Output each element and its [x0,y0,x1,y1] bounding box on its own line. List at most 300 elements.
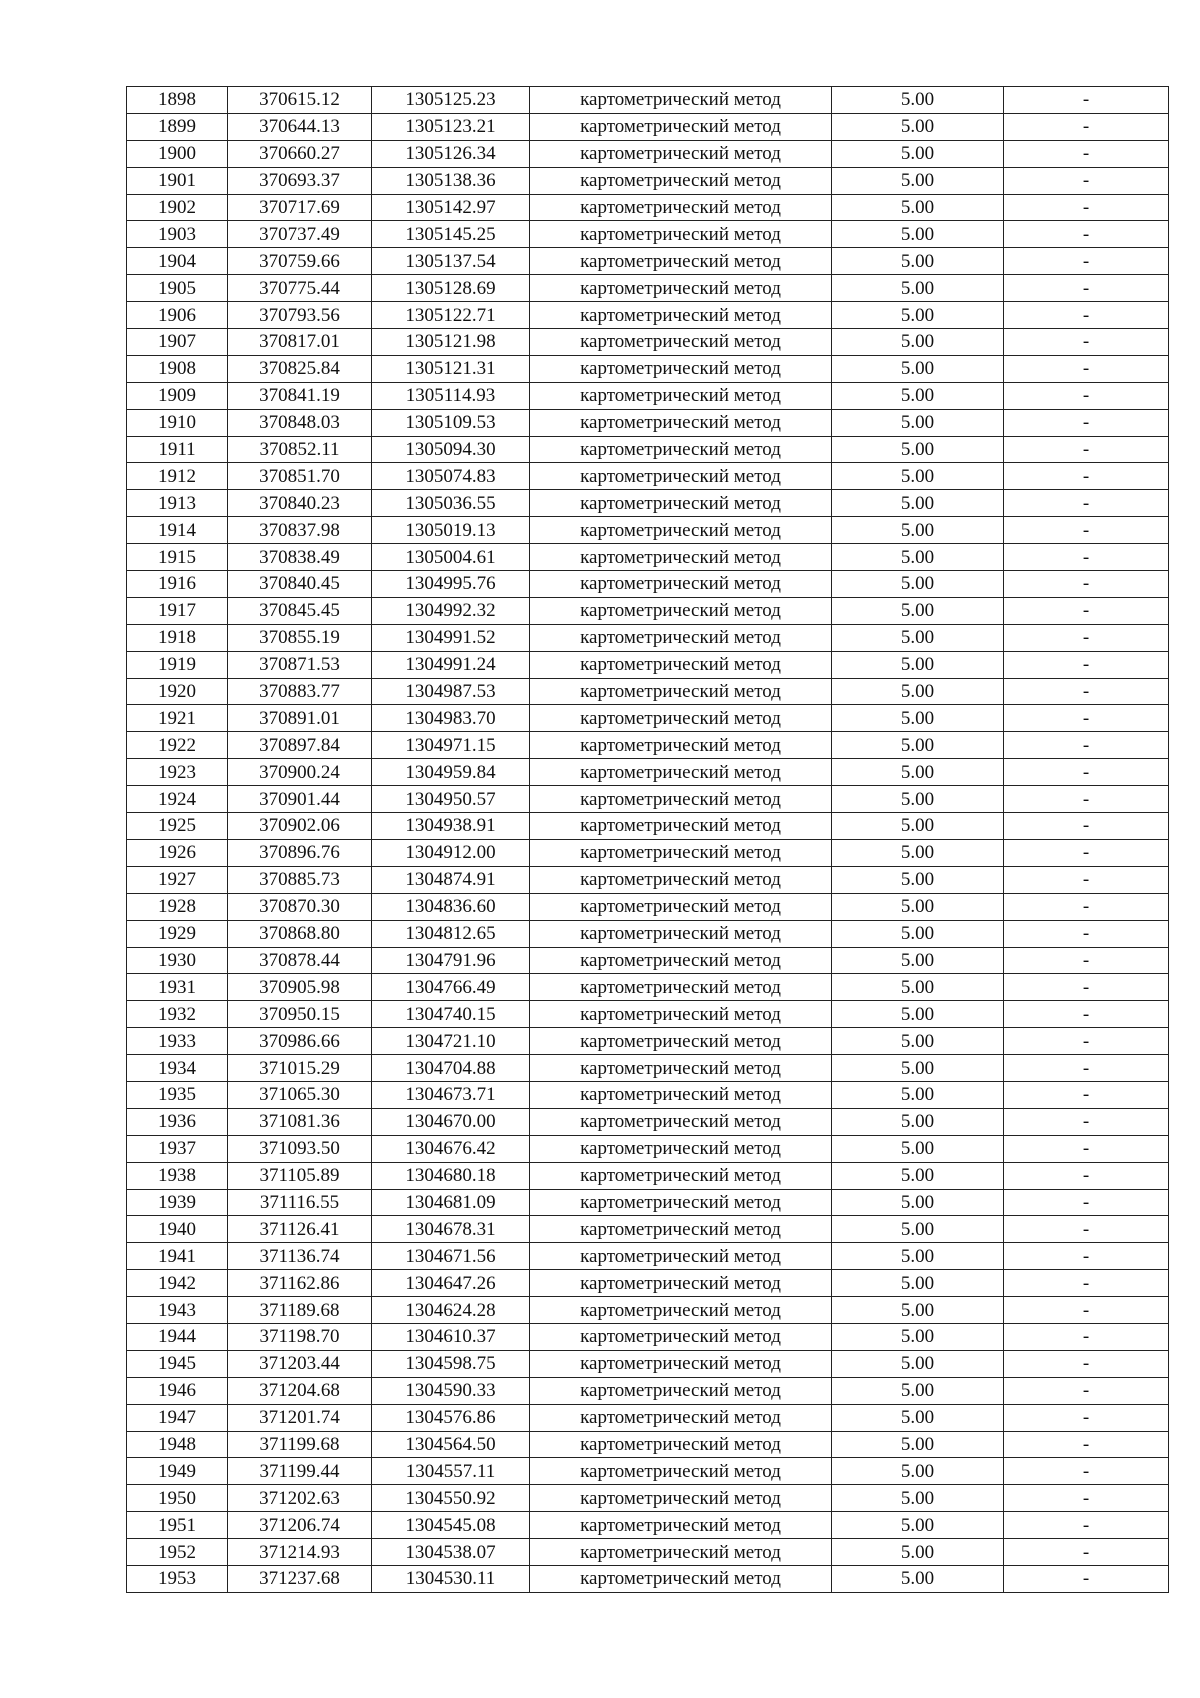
x-coordinate-cell: 371136.74 [228,1243,372,1270]
table-row [127,1135,1169,1162]
table-row [127,651,1169,678]
description-cell: - [1004,355,1169,382]
description-cell: - [1004,651,1169,678]
point-number-cell: 1918 [127,624,228,651]
x-coordinate-cell: 370851.70 [228,463,372,490]
description-cell: - [1004,1001,1169,1028]
description-cell: - [1004,302,1169,329]
point-number-cell: 1947 [127,1404,228,1431]
method-cell: картометрический метод [530,113,832,140]
point-number-cell: 1933 [127,1028,228,1055]
description-cell: - [1004,1323,1169,1350]
x-coordinate-cell: 370775.44 [228,275,372,302]
y-coordinate-cell: 1304874.91 [372,866,530,893]
method-cell: картометрический метод [530,1404,832,1431]
y-coordinate-cell: 1305122.71 [372,302,530,329]
point-number-cell: 1929 [127,920,228,947]
point-number-cell: 1902 [127,194,228,221]
method-cell: картометрический метод [530,544,832,571]
method-cell: картометрический метод [530,1323,832,1350]
x-coordinate-cell: 371204.68 [228,1377,372,1404]
accuracy-cell: 5.00 [832,597,1004,624]
table-row [127,355,1169,382]
description-cell: - [1004,409,1169,436]
method-cell: картометрический метод [530,382,832,409]
accuracy-cell: 5.00 [832,409,1004,436]
table-row [127,194,1169,221]
point-number-cell: 1923 [127,759,228,786]
point-number-cell: 1942 [127,1270,228,1297]
y-coordinate-cell: 1304680.18 [372,1162,530,1189]
description-cell: - [1004,732,1169,759]
point-number-cell: 1928 [127,893,228,920]
accuracy-cell: 5.00 [832,839,1004,866]
y-coordinate-cell: 1305114.93 [372,382,530,409]
table-row [127,517,1169,544]
accuracy-cell: 5.00 [832,1216,1004,1243]
table-row [127,947,1169,974]
accuracy-cell: 5.00 [832,1081,1004,1108]
y-coordinate-cell: 1304704.88 [372,1055,530,1082]
description-cell: - [1004,1539,1169,1566]
method-cell: картометрический метод [530,1512,832,1539]
x-coordinate-cell: 370817.01 [228,329,372,356]
y-coordinate-cell: 1304791.96 [372,947,530,974]
y-coordinate-cell: 1305019.13 [372,517,530,544]
method-cell: картометрический метод [530,866,832,893]
description-cell: - [1004,1108,1169,1135]
x-coordinate-cell: 371201.74 [228,1404,372,1431]
description-cell: - [1004,1431,1169,1458]
point-number-cell: 1921 [127,705,228,732]
description-cell: - [1004,1565,1169,1592]
y-coordinate-cell: 1304836.60 [372,893,530,920]
description-cell: - [1004,436,1169,463]
table-row [127,759,1169,786]
method-cell: картометрический метод [530,1350,832,1377]
y-coordinate-cell: 1305138.36 [372,167,530,194]
table-row [127,1270,1169,1297]
accuracy-cell: 5.00 [832,544,1004,571]
y-coordinate-cell: 1304987.53 [372,678,530,705]
table-row [127,1539,1169,1566]
accuracy-cell: 5.00 [832,194,1004,221]
accuracy-cell: 5.00 [832,1350,1004,1377]
method-cell: картометрический метод [530,813,832,840]
x-coordinate-cell: 371065.30 [228,1081,372,1108]
x-coordinate-cell: 370902.06 [228,813,372,840]
accuracy-cell: 5.00 [832,1512,1004,1539]
x-coordinate-cell: 371093.50 [228,1135,372,1162]
y-coordinate-cell: 1304721.10 [372,1028,530,1055]
description-cell: - [1004,1216,1169,1243]
point-number-cell: 1932 [127,1001,228,1028]
point-number-cell: 1908 [127,355,228,382]
point-number-cell: 1935 [127,1081,228,1108]
point-number-cell: 1931 [127,974,228,1001]
y-coordinate-cell: 1304647.26 [372,1270,530,1297]
y-coordinate-cell: 1304550.92 [372,1485,530,1512]
x-coordinate-cell: 371203.44 [228,1350,372,1377]
method-cell: картометрический метод [530,920,832,947]
y-coordinate-cell: 1304564.50 [372,1431,530,1458]
table-row [127,813,1169,840]
accuracy-cell: 5.00 [832,920,1004,947]
table-row [127,1162,1169,1189]
table-row [127,1350,1169,1377]
accuracy-cell: 5.00 [832,1055,1004,1082]
x-coordinate-cell: 371214.93 [228,1539,372,1566]
x-coordinate-cell: 370852.11 [228,436,372,463]
accuracy-cell: 5.00 [832,759,1004,786]
accuracy-cell: 5.00 [832,1431,1004,1458]
x-coordinate-cell: 370717.69 [228,194,372,221]
table-row [127,1297,1169,1324]
point-number-cell: 1944 [127,1323,228,1350]
y-coordinate-cell: 1304766.49 [372,974,530,1001]
point-number-cell: 1946 [127,1377,228,1404]
description-cell: - [1004,705,1169,732]
y-coordinate-cell: 1304610.37 [372,1323,530,1350]
table-row [127,974,1169,1001]
method-cell: картометрический метод [530,1001,832,1028]
x-coordinate-cell: 371105.89 [228,1162,372,1189]
table-row [127,1565,1169,1592]
accuracy-cell: 5.00 [832,490,1004,517]
y-coordinate-cell: 1304545.08 [372,1512,530,1539]
x-coordinate-cell: 370737.49 [228,221,372,248]
x-coordinate-cell: 370644.13 [228,113,372,140]
method-cell: картометрический метод [530,409,832,436]
description-cell: - [1004,597,1169,624]
accuracy-cell: 5.00 [832,1108,1004,1135]
description-cell: - [1004,1055,1169,1082]
accuracy-cell: 5.00 [832,517,1004,544]
x-coordinate-cell: 370693.37 [228,167,372,194]
accuracy-cell: 5.00 [832,302,1004,329]
point-number-cell: 1940 [127,1216,228,1243]
x-coordinate-cell: 370885.73 [228,866,372,893]
point-number-cell: 1913 [127,490,228,517]
method-cell: картометрический метод [530,1431,832,1458]
y-coordinate-cell: 1304812.65 [372,920,530,947]
description-cell: - [1004,947,1169,974]
description-cell: - [1004,329,1169,356]
description-cell: - [1004,517,1169,544]
point-number-cell: 1949 [127,1458,228,1485]
method-cell: картометрический метод [530,1055,832,1082]
accuracy-cell: 5.00 [832,167,1004,194]
accuracy-cell: 5.00 [832,1162,1004,1189]
accuracy-cell: 5.00 [832,624,1004,651]
y-coordinate-cell: 1304624.28 [372,1297,530,1324]
table-row [127,382,1169,409]
point-number-cell: 1899 [127,113,228,140]
point-number-cell: 1945 [127,1350,228,1377]
x-coordinate-cell: 370883.77 [228,678,372,705]
method-cell: картометрический метод [530,1297,832,1324]
x-coordinate-cell: 370986.66 [228,1028,372,1055]
table-row [127,409,1169,436]
table-row [127,705,1169,732]
table-row [127,786,1169,813]
x-coordinate-cell: 370840.45 [228,571,372,598]
accuracy-cell: 5.00 [832,866,1004,893]
accuracy-cell: 5.00 [832,1458,1004,1485]
y-coordinate-cell: 1304557.11 [372,1458,530,1485]
table-row [127,920,1169,947]
y-coordinate-cell: 1304992.32 [372,597,530,624]
method-cell: картометрический метод [530,1243,832,1270]
accuracy-cell: 5.00 [832,571,1004,598]
x-coordinate-cell: 371126.41 [228,1216,372,1243]
description-cell: - [1004,1512,1169,1539]
point-number-cell: 1943 [127,1297,228,1324]
method-cell: картометрический метод [530,329,832,356]
point-number-cell: 1911 [127,436,228,463]
y-coordinate-cell: 1304678.31 [372,1216,530,1243]
table-row [127,1243,1169,1270]
x-coordinate-cell: 371116.55 [228,1189,372,1216]
table-row [127,624,1169,651]
description-cell: - [1004,248,1169,275]
x-coordinate-cell: 370793.56 [228,302,372,329]
method-cell: картометрический метод [530,947,832,974]
x-coordinate-cell: 370891.01 [228,705,372,732]
method-cell: картометрический метод [530,597,832,624]
x-coordinate-cell: 371162.86 [228,1270,372,1297]
table-row [127,329,1169,356]
point-number-cell: 1900 [127,140,228,167]
point-number-cell: 1907 [127,329,228,356]
description-cell: - [1004,920,1169,947]
method-cell: картометрический метод [530,786,832,813]
table-row [127,1108,1169,1135]
y-coordinate-cell: 1305109.53 [372,409,530,436]
y-coordinate-cell: 1305121.98 [372,329,530,356]
x-coordinate-cell: 370950.15 [228,1001,372,1028]
description-cell: - [1004,1485,1169,1512]
point-number-cell: 1901 [127,167,228,194]
description-cell: - [1004,194,1169,221]
description-cell: - [1004,113,1169,140]
table-row [127,1189,1169,1216]
description-cell: - [1004,87,1169,114]
accuracy-cell: 5.00 [832,1001,1004,1028]
table-row [127,87,1169,114]
y-coordinate-cell: 1305128.69 [372,275,530,302]
table-row [127,113,1169,140]
accuracy-cell: 5.00 [832,786,1004,813]
description-cell: - [1004,866,1169,893]
point-number-cell: 1927 [127,866,228,893]
description-cell: - [1004,1189,1169,1216]
table-row [127,839,1169,866]
description-cell: - [1004,1270,1169,1297]
accuracy-cell: 5.00 [832,436,1004,463]
description-cell: - [1004,1243,1169,1270]
description-cell: - [1004,1404,1169,1431]
x-coordinate-cell: 370878.44 [228,947,372,974]
method-cell: картометрический метод [530,436,832,463]
method-cell: картометрический метод [530,732,832,759]
method-cell: картометрический метод [530,221,832,248]
point-number-cell: 1948 [127,1431,228,1458]
method-cell: картометрический метод [530,463,832,490]
x-coordinate-cell: 371206.74 [228,1512,372,1539]
x-coordinate-cell: 370848.03 [228,409,372,436]
point-number-cell: 1936 [127,1108,228,1135]
point-number-cell: 1910 [127,409,228,436]
method-cell: картометрический метод [530,1377,832,1404]
method-cell: картометрический метод [530,1189,832,1216]
x-coordinate-cell: 370837.98 [228,517,372,544]
description-cell: - [1004,167,1169,194]
x-coordinate-cell: 370840.23 [228,490,372,517]
method-cell: картометрический метод [530,1162,832,1189]
x-coordinate-cell: 371198.70 [228,1323,372,1350]
method-cell: картометрический метод [530,705,832,732]
method-cell: картометрический метод [530,1081,832,1108]
y-coordinate-cell: 1304995.76 [372,571,530,598]
method-cell: картометрический метод [530,355,832,382]
accuracy-cell: 5.00 [832,382,1004,409]
description-cell: - [1004,221,1169,248]
method-cell: картометрический метод [530,974,832,1001]
method-cell: картометрический метод [530,1108,832,1135]
method-cell: картометрический метод [530,194,832,221]
table-row [127,1404,1169,1431]
y-coordinate-cell: 1304670.00 [372,1108,530,1135]
method-cell: картометрический метод [530,517,832,544]
method-cell: картометрический метод [530,624,832,651]
y-coordinate-cell: 1304991.24 [372,651,530,678]
point-number-cell: 1919 [127,651,228,678]
point-number-cell: 1904 [127,248,228,275]
x-coordinate-cell: 370841.19 [228,382,372,409]
description-cell: - [1004,624,1169,651]
y-coordinate-cell: 1305125.23 [372,87,530,114]
description-cell: - [1004,1081,1169,1108]
accuracy-cell: 5.00 [832,113,1004,140]
table-row [127,1485,1169,1512]
table-row [127,597,1169,624]
accuracy-cell: 5.00 [832,1135,1004,1162]
y-coordinate-cell: 1304673.71 [372,1081,530,1108]
y-coordinate-cell: 1305123.21 [372,113,530,140]
description-cell: - [1004,759,1169,786]
description-cell: - [1004,382,1169,409]
method-cell: картометрический метод [530,759,832,786]
accuracy-cell: 5.00 [832,248,1004,275]
y-coordinate-cell: 1305036.55 [372,490,530,517]
x-coordinate-cell: 370660.27 [228,140,372,167]
accuracy-cell: 5.00 [832,329,1004,356]
y-coordinate-cell: 1305094.30 [372,436,530,463]
method-cell: картометрический метод [530,1135,832,1162]
method-cell: картометрический метод [530,302,832,329]
y-coordinate-cell: 1305126.34 [372,140,530,167]
point-number-cell: 1930 [127,947,228,974]
accuracy-cell: 5.00 [832,678,1004,705]
y-coordinate-cell: 1304950.57 [372,786,530,813]
x-coordinate-cell: 370868.80 [228,920,372,947]
y-coordinate-cell: 1304912.00 [372,839,530,866]
table-row [127,1001,1169,1028]
table-row [127,1431,1169,1458]
accuracy-cell: 5.00 [832,1243,1004,1270]
x-coordinate-cell: 371015.29 [228,1055,372,1082]
accuracy-cell: 5.00 [832,1297,1004,1324]
accuracy-cell: 5.00 [832,1539,1004,1566]
y-coordinate-cell: 1304530.11 [372,1565,530,1592]
accuracy-cell: 5.00 [832,140,1004,167]
point-number-cell: 1922 [127,732,228,759]
y-coordinate-cell: 1305145.25 [372,221,530,248]
y-coordinate-cell: 1304740.15 [372,1001,530,1028]
method-cell: картометрический метод [530,893,832,920]
point-number-cell: 1898 [127,87,228,114]
accuracy-cell: 5.00 [832,1377,1004,1404]
table-row [127,1377,1169,1404]
method-cell: картометрический метод [530,651,832,678]
y-coordinate-cell: 1305004.61 [372,544,530,571]
description-cell: - [1004,140,1169,167]
point-number-cell: 1920 [127,678,228,705]
point-number-cell: 1905 [127,275,228,302]
accuracy-cell: 5.00 [832,1189,1004,1216]
method-cell: картометрический метод [530,1028,832,1055]
method-cell: картометрический метод [530,678,832,705]
table-row [127,1216,1169,1243]
table-row [127,678,1169,705]
y-coordinate-cell: 1305074.83 [372,463,530,490]
accuracy-cell: 5.00 [832,974,1004,1001]
description-cell: - [1004,1350,1169,1377]
method-cell: картометрический метод [530,1539,832,1566]
accuracy-cell: 5.00 [832,1028,1004,1055]
point-number-cell: 1925 [127,813,228,840]
x-coordinate-cell: 370901.44 [228,786,372,813]
x-coordinate-cell: 370870.30 [228,893,372,920]
table-row [127,221,1169,248]
accuracy-cell: 5.00 [832,221,1004,248]
point-number-cell: 1951 [127,1512,228,1539]
table-row [127,490,1169,517]
x-coordinate-cell: 370838.49 [228,544,372,571]
y-coordinate-cell: 1304959.84 [372,759,530,786]
description-cell: - [1004,678,1169,705]
accuracy-cell: 5.00 [832,651,1004,678]
table-row [127,1028,1169,1055]
table-row [127,1081,1169,1108]
point-number-cell: 1926 [127,839,228,866]
description-cell: - [1004,1162,1169,1189]
point-number-cell: 1914 [127,517,228,544]
point-number-cell: 1934 [127,1055,228,1082]
coordinates-table [126,86,1169,1593]
x-coordinate-cell: 370615.12 [228,87,372,114]
accuracy-cell: 5.00 [832,947,1004,974]
y-coordinate-cell: 1304983.70 [372,705,530,732]
accuracy-cell: 5.00 [832,1485,1004,1512]
table-row [127,1055,1169,1082]
table-row [127,1458,1169,1485]
table-row [127,275,1169,302]
x-coordinate-cell: 371199.68 [228,1431,372,1458]
x-coordinate-cell: 370871.53 [228,651,372,678]
x-coordinate-cell: 370896.76 [228,839,372,866]
